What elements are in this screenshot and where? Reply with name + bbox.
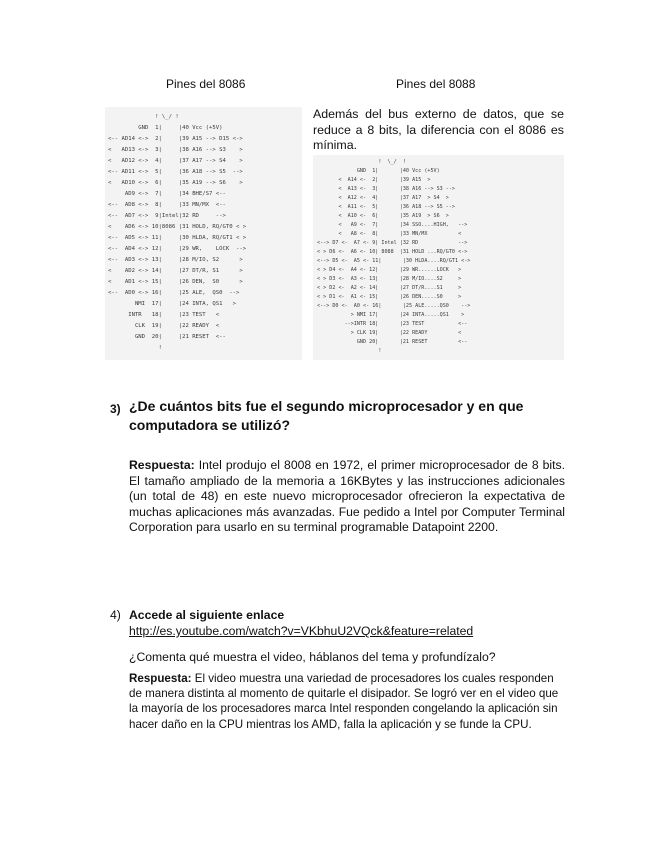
video-link[interactable]: http://es.youtube.com/watch?v=VKbhuU2VQck&feature=related — [129, 624, 474, 638]
pinout-8086-diagram: ! \_/ ! GND 1| |40 Vcc (+5V) <-- AD14 <-> 2| |39 A15 --> D15 <-> < AD13 <-> 3| |38 A16 --> S3 > < AD12 <-> 4| |37 A17 --> S4 > <-- AD11 <-> 5| |36 A18 --> S5 --> < AD10 <-> 6| |35 A19 --> S6 > AD9 <-> 7| |34 BHE/S7 <-- <-- AD8 <-> 8| |33 MN/MX <-- <-- AD7 <-> 9|Intel|32 RD --> < AD6 <-> 10|8086 |31 HOLD, RQ/GT0 < > <-- AD5 <-> 11| |30 HLDA, RQ/GT1 < > <-- AD4 <-> 12| |29 WR, LOCK --> <-- AD3 <-> 13| |28 M/IO, S2 > < AD2 <-> 14| |27 DT/R, S1 > < AD1 <-> 15| |26 DEN, S0 > <-- AD0 <-> 16| |25 ALE, QS0 --> NMI 17| |24 INTA, QS1 > INTR 18| |23 TEST < CLK 19| |22 READY < GND 20| |21 RESET <-- ! — [108, 114, 247, 351]
question-4-answer — [129, 671, 565, 732]
pinout-8088-image — [313, 155, 564, 360]
question-4-prompt: ¿Comenta qué muestra el video, háblanos del tema y profundízalo? — [129, 650, 496, 664]
answer-label: Respuesta: — [129, 458, 195, 472]
question-3-number: 3) — [110, 402, 121, 416]
pinout-8088-diagram: ! \_/ ! GND 1| |40 Vcc (+5V) < A14 <- 2| |39 A15 > < A13 <- 3| |38 A16 --> S3 --> < A12 <- 4| |37 A17 > S4 > < A11 <- 5| |36 A18 --> S5 --> < A10 <- 6| |35 A19 > S6 > < A9 <- 7| |34 SSO....HIGH, --> < A8 <- 8| |33 MN/MX < <--> D7 <- A7 <- 9| Intel |32 RD --> < > D6 <- A6 <- 10| 8088 |31 HOLD ...RQ/GT0 <-> <--> D5 <- A5 <- 11| |30 HLDA....RQ/GT1 <-> < > D4 <- A4 <- 12| |29 WR......LOCK > < > D3 <- A3 <- 13| |28 M/IO....S2 > < > D2 <- A2 <- 14| |27 DT/R....S1 > < > D1 <- A1 <- 15| |26 DEN.....S0 > <--> D0 <- A0 <- 16| |25 ALE.....QS0 --> > NMI 17| |24 INTA.....QS1 > -->INTR 18| |23 TEST <-- > CLK 19| |22 READY < GND 20| |21 RESET <-- ! — [317, 159, 471, 354]
question-4-title: Accede al siguiente enlace — [129, 608, 285, 622]
question-3-answer — [129, 458, 565, 536]
answer-label: Respuesta: — [129, 672, 192, 685]
question-3-title: ¿De cuántos bits fue el segundo microprocesador y en que computadora se utilizó? — [129, 398, 524, 433]
intro-paragraph: Además del bus externo de datos, que se reduce a 8 bits, la diferencia con el 8086 es mínima. — [313, 107, 564, 152]
answer-text: Intel produjo el 8008 en 1972, el primer microprocesador de 8 bits. El tamaño ampliado de la memoria a 16KBytes y las instrucciones adicionales (un total de 48) en este nuevo microprocesador ofrecieron la expectativa de muchas aplicaciones más avanzadas. Fue pedido a Intel por Computer Terminal Corporation para usarlo en su terminal programable Datapoint 2200. — [129, 458, 565, 535]
pinout-8086-image — [105, 107, 302, 360]
right-image-caption: Pines del 8088 — [396, 77, 476, 91]
question-4-number: 4) — [110, 608, 121, 622]
left-image-caption: Pines del 8086 — [166, 77, 246, 91]
answer-text: El video muestra una variedad de procesadores los cuales responden de manera distinta al momento de quitarle el disipador. Se logró ver en el video que la mayoría de los procesadores marca Intel responden congelando la aplicación sin hacer daño en la CPU mientras los AMD, falla la aplicación y se funde la CPU. — [129, 672, 559, 731]
